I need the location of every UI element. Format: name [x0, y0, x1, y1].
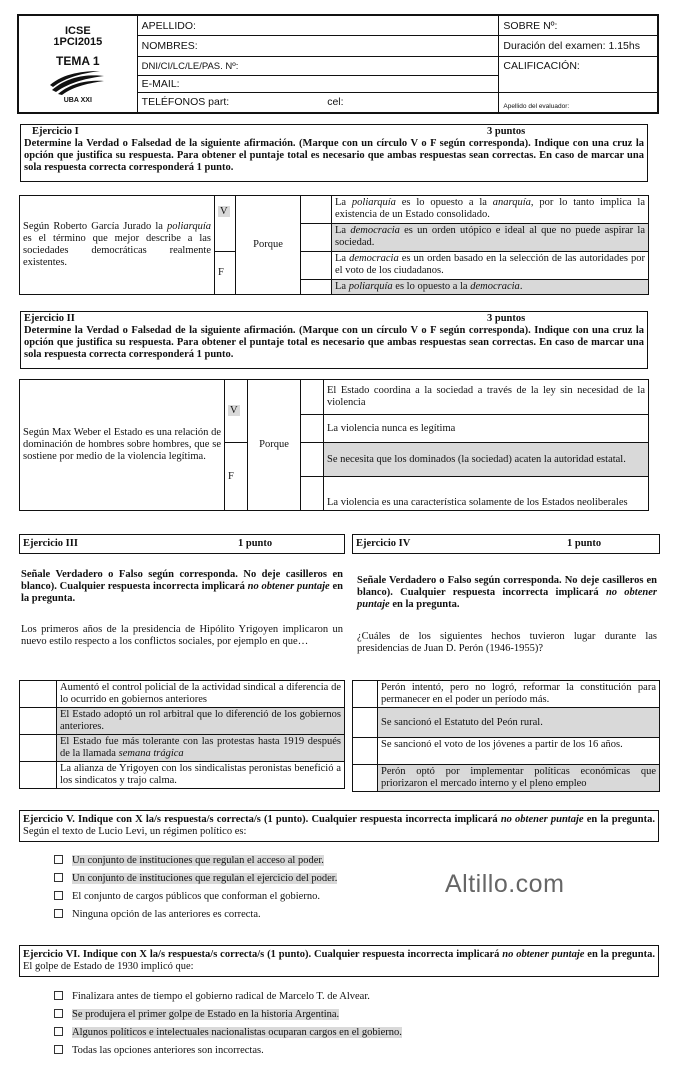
sobre-field[interactable]: SOBRE Nº: [499, 15, 658, 36]
ex1-v-option[interactable]: V [220, 206, 228, 217]
ex3-title-box [19, 534, 345, 554]
ex4-instructions: Señale Verdadero o Falso según corresponda. No deje casilleros en blanco). Cualquier respuesta incorrecta implicará no obtener puntaje en la pregunta. [357, 575, 657, 610]
ex6-option-4: Todas las opciones anteriores son incorrectas. [72, 1045, 264, 1056]
ex1-check-4[interactable] [301, 280, 332, 295]
theme-label: TEMA 1 [56, 54, 100, 68]
watermark: Altillo.com [445, 870, 565, 898]
ex3-question: Los primeros años de la presidencia de Hipólito Yrigoyen implicaron un nuevo estilo respecto a los conflictos sociales, por ejemplo en que… [21, 624, 343, 647]
ex1-option-1: La poliarquía es lo opuesto a la anarquía, por lo tanto implica la existencia de un Estado consolidado. [332, 196, 649, 224]
ex4-title: Ejercicio IV [356, 538, 411, 549]
ex6-title-box: Ejercicio VI. Indique con X la/s respuesta/s correcta/s (1 punto). Cualquier respuesta incorrecta implicará no obtener puntaje en la pregunta. El golpe de Estado de 1930 implicó que: [19, 945, 659, 977]
ex3-option-4: La alianza de Yrigoyen con los sindicalistas peronistas benefició a los sindicatos y trajo calma. [57, 762, 345, 789]
ex1-title-row [24, 126, 644, 138]
exam-header [17, 14, 659, 114]
calificacion-field[interactable]: CALIFICACIÓN: [499, 57, 658, 92]
ex2-check-3[interactable] [301, 443, 324, 477]
ex2-v-cell[interactable] [225, 380, 248, 443]
ex2-f-cell[interactable] [225, 443, 248, 511]
ex5-item-1[interactable] [54, 854, 434, 872]
ex3-check-1[interactable] [20, 681, 57, 708]
ex3-check-4[interactable] [20, 762, 57, 789]
ex1-title: Ejercicio I [32, 126, 79, 137]
ex6-option-1: Finalizara antes de tiempo el gobierno radical de Marcelo T. de Alvear. [72, 991, 370, 1002]
ex1-instructions-box [20, 124, 648, 182]
nombres-field[interactable]: NOMBRES: [137, 36, 499, 57]
ex3-table [19, 680, 345, 789]
ex2-check-4[interactable] [301, 477, 324, 511]
ex6-item-1[interactable] [54, 990, 474, 1008]
ex3-points: 1 punto [238, 538, 273, 549]
ex3-option-2: El Estado adoptó un rol arbitral que lo diferenció de los gobiernos anteriores. [57, 708, 345, 735]
ex6-option-3: Algunos políticos e intelectuales nacionalistas ocuparan cargos en el gobierno. [72, 1027, 402, 1038]
ex1-table [19, 195, 649, 295]
telefonos-label: TELÉFONOS part: [141, 96, 230, 109]
ex4-option-2: Se sancionó el Estatuto del Peón rural. [378, 708, 660, 738]
ex2-check-1[interactable] [301, 380, 324, 415]
evaluador-field[interactable]: Apellido del evaluador: [499, 92, 658, 113]
ex6-options [54, 990, 474, 1062]
ex1-option-2: La democracia es un orden utópico e ideal al que no puede aspirar la sociedad. [332, 224, 649, 252]
ex2-title-row [24, 313, 644, 325]
dni-field[interactable]: DNI/CI/LC/LE/PAS. Nº: [137, 57, 499, 76]
ex6-option-2: Se produjera el primer golpe de Estado en la historia Argentina. [72, 1009, 340, 1020]
ex2-title: Ejercicio II [24, 313, 75, 324]
ex2-option-1: El Estado coordina a la sociedad a través de la ley sin necesidad de la violencia [324, 380, 649, 415]
email-field[interactable]: E-MAIL: [137, 75, 499, 92]
apellido-field[interactable]: APELLIDO: [137, 15, 499, 36]
ex1-statement: Según Roberto García Jurado la poliarquía es el término que mejor describe a las sociedades democráticas realmente existentes. [20, 196, 215, 295]
ex4-option-1: Perón intentó, pero no logró, reformar la constitución para permanecer en el poder un período más. [378, 681, 660, 708]
ex6-item-4[interactable] [54, 1044, 474, 1062]
ex4-question: ¿Cuáles de los siguientes hechos tuvieron lugar durante las presidencias de Juan D. Perón (1946-1955)? [357, 631, 657, 654]
ex2-v-option[interactable]: V [230, 405, 238, 416]
ex2-statement: Según Max Weber el Estado es una relación de dominación de hombres sobre hombres, que se sostiene por medio de la violencia legítima. [20, 380, 225, 511]
course-code: 1PCI2015 [53, 36, 103, 48]
ex4-option-4: Perón optó por implementar políticas económicas que priorizaron el mercado interno y el pleno empleo [378, 765, 660, 792]
ex3-check-2[interactable] [20, 708, 57, 735]
ex1-porque: Porque [236, 196, 301, 295]
ex2-instructions-box [20, 311, 648, 369]
duracion-label: Duración del examen: 1.15hs [499, 36, 658, 57]
ex2-points: 3 puntos [487, 313, 526, 324]
ex1-f-option[interactable]: F [218, 267, 224, 278]
ex5-option-1: Un conjunto de instituciones que regulan el acceso al poder. [72, 855, 324, 866]
checkbox-icon[interactable] [54, 873, 63, 882]
ex1-check-2[interactable] [301, 224, 332, 252]
uba-logo-icon [48, 70, 108, 96]
checkbox-icon[interactable] [54, 909, 63, 918]
ex3-instructions: Señale Verdadero o Falso según corresponda. No deje casilleros en blanco). Cualquier respuesta incorrecta implicará no obtener puntaje en la pregunta. [21, 569, 343, 604]
logo-text: UBA XXI [63, 97, 92, 104]
ex4-check-3[interactable] [353, 738, 378, 765]
ex2-option-2: La violencia nunca es legítima [324, 415, 649, 443]
checkbox-icon[interactable] [54, 855, 63, 864]
ex4-check-4[interactable] [353, 765, 378, 792]
ex4-points: 1 punto [567, 538, 602, 549]
ex1-v-cell[interactable] [215, 196, 236, 252]
ex4-title-box [352, 534, 660, 554]
ex5-item-2[interactable] [54, 872, 434, 890]
ex6-item-2[interactable] [54, 1008, 474, 1026]
ex2-check-2[interactable] [301, 415, 324, 443]
ex1-instructions: Determine la Verdad o Falsedad de la siguiente afirmación. (Marque con un círculo V o F según corresponda). Indique con una cruz la opción que justifica su respuesta. Para obtener el puntaje total es necesario que ambas respuestas sean correctas. En caso de marcar una sola respuesta correcta corresponderá 1 punto. [24, 138, 644, 173]
ex2-instructions: Determine la Verdad o Falsedad de la siguiente afirmación. (Marque con un círculo V o F según corresponda). Indique con una cruz la opción que justifica su respuesta. Para obtener el puntaje total es necesario que ambas respuestas sean correctas. En caso de marcar una sola respuesta correcta corresponderá 1 punto. [24, 325, 644, 360]
cel-label: cel: [327, 96, 344, 109]
ex3-option-1: Aumentó el control policial de la actividad sindical a diferencia de lo ocurrido en gobiernos anteriores [57, 681, 345, 708]
ex5-options [54, 854, 434, 926]
ex4-option-3: Se sancionó el voto de los jóvenes a partir de los 16 años. [378, 738, 660, 765]
telefonos-field[interactable] [137, 92, 499, 113]
ex1-option-3: La democracia es un orden basado en la selección de las autoridades por el voto de los ciudadanos. [332, 252, 649, 280]
checkbox-icon[interactable] [54, 1027, 63, 1036]
ex4-table [352, 680, 660, 792]
checkbox-icon[interactable] [54, 991, 63, 1000]
ex3-option-3: El Estado fue más tolerante con las protestas hasta 1919 después de la llamada semana trágica [57, 735, 345, 762]
ex4-check-2[interactable] [353, 708, 378, 738]
ex1-f-cell[interactable] [215, 252, 236, 295]
ex1-option-4: La poliarquía es lo opuesto a la democracia. [332, 280, 649, 295]
ex5-option-3: El conjunto de cargos públicos que conforman el gobierno. [72, 891, 320, 902]
ex5-option-4: Ninguna opción de las anteriores es correcta. [72, 909, 261, 920]
checkbox-icon[interactable] [54, 891, 63, 900]
ex6-item-3[interactable] [54, 1026, 474, 1044]
checkbox-icon[interactable] [54, 1009, 63, 1018]
ex2-table [19, 379, 649, 511]
ex5-item-3[interactable] [54, 890, 434, 908]
ex2-f-option[interactable]: F [228, 470, 234, 482]
ex3-title: Ejercicio III [23, 538, 78, 549]
ex2-porque: Porque [248, 380, 301, 511]
ex2-option-3: Se necesita que los dominados (la sociedad) acaten la autoridad estatal. [324, 443, 649, 477]
ex1-check-1[interactable] [301, 196, 332, 224]
ex3-check-3[interactable] [20, 735, 57, 762]
ex1-check-3[interactable] [301, 252, 332, 280]
checkbox-icon[interactable] [54, 1045, 63, 1054]
ex5-option-2: Un conjunto de instituciones que regulan el ejercicio del poder. [72, 873, 338, 884]
logo-cell [18, 15, 137, 113]
ex2-option-4: La violencia es una característica solamente de los Estados neoliberales [324, 477, 649, 511]
ex4-check-1[interactable] [353, 681, 378, 708]
ex5-title-box: Ejercicio V. Indique con X la/s respuesta/s correcta/s (1 punto). Cualquier respuesta incorrecta implicará no obtener puntaje en la pregunta. Según el texto de Lucio Levi, un régimen político es: [19, 810, 659, 842]
ex1-points: 3 puntos [487, 126, 526, 137]
ex5-item-4[interactable] [54, 908, 434, 926]
course-name: ICSE [64, 25, 91, 37]
